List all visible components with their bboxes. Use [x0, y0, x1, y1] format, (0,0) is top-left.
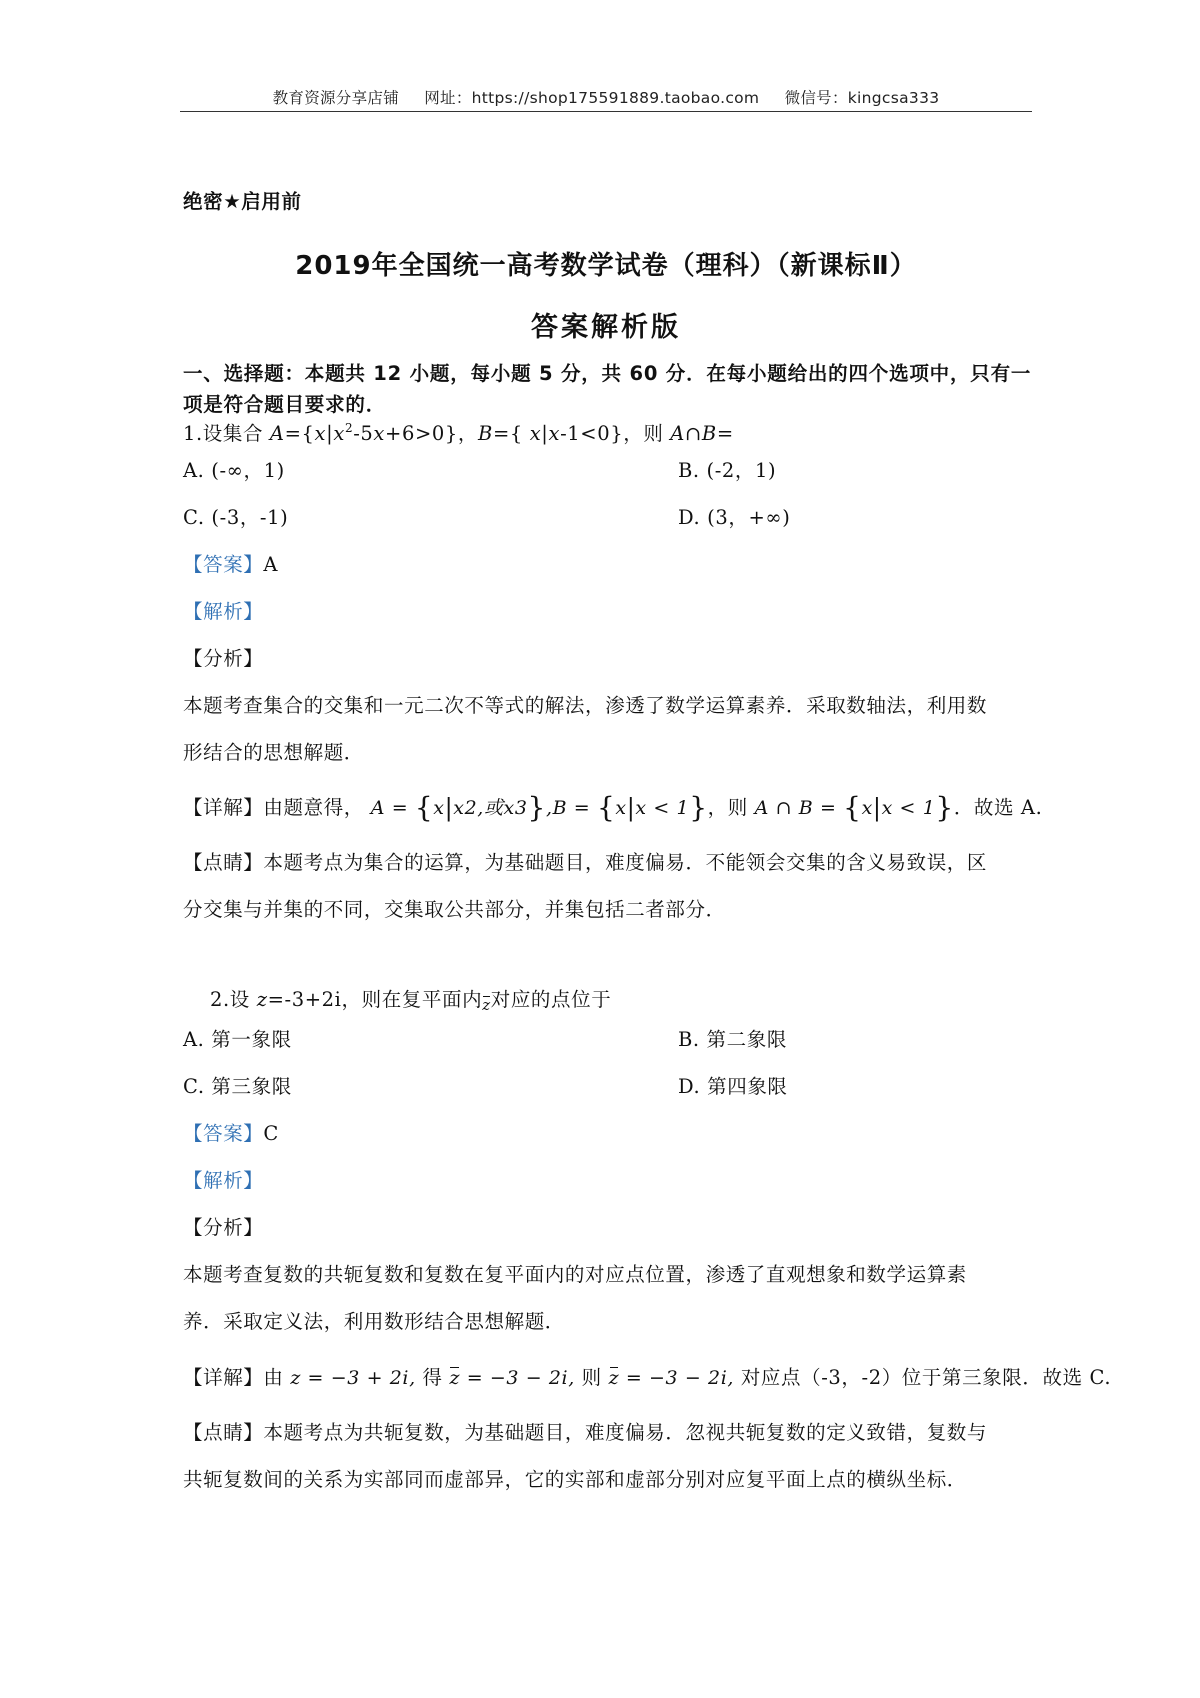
q1-var-x: x [548, 422, 561, 445]
section-heading-line2: 项是符合题目要求的． [183, 393, 387, 416]
q2-stem-text: 对应的点位于 [490, 988, 612, 1011]
q1-note-line1 [183, 853, 1028, 873]
q1-stem-text: -5 [353, 422, 374, 445]
q1-var-b: B [701, 422, 717, 445]
analysis-tag: 【解析】 [183, 600, 264, 623]
q1-exponent: 2 [344, 421, 354, 435]
detail-text: ．故选 A. [953, 796, 1043, 819]
detail-text: 得 [415, 1366, 450, 1389]
note-text: 本题考点为集合的运算，为基础题目，难度偏易．不能领会交集的含义易致误，区 [263, 851, 988, 874]
fenxi-tag: 【分析】 [183, 647, 264, 670]
detail-tag: 【详解】 [183, 796, 264, 819]
q2-stem-text: 2.设 [210, 988, 257, 1011]
page-title: 2019年全国统一高考数学试卷（理科）（新课标Ⅱ） [295, 251, 917, 281]
math-expr: A = [370, 797, 415, 819]
note-tag: 【点睛】 [183, 851, 264, 874]
header-divider [180, 111, 1032, 112]
q1-var-b: B [478, 422, 493, 445]
q1-fenxi-line2: 形结合的思想解题． [183, 741, 364, 764]
detail-text: 则 [574, 1366, 609, 1389]
math-expr: A ∩ B = [754, 797, 844, 819]
wechat-id: 微信号：kingcsa333 [784, 89, 940, 107]
math-brace: } [527, 791, 546, 824]
math-cond: x < 1 [635, 797, 690, 819]
page-subtitle: 答案解析版 [531, 312, 681, 343]
math-brace: } [689, 791, 708, 824]
detail-text: 由 [263, 1366, 291, 1389]
q2-option-a: A. 第一象限 [183, 1028, 292, 1051]
q1-stem-text: | [326, 422, 334, 445]
q1-var-x: x [373, 422, 385, 445]
math-expr: = −3 − 2i, [619, 1367, 735, 1389]
math-brace: } [935, 791, 954, 824]
math-expr: ,B = [545, 797, 597, 819]
answer-tag: 【答案】 [183, 553, 264, 576]
q1-option-b: B. (-2，1) [678, 459, 777, 482]
math-expr: = −3 − 2i, [460, 1367, 575, 1389]
q2-stem [210, 990, 1055, 1013]
q1-fenxi-line1: 本题考查集合的交集和一元二次不等式的解法，渗透了数学运算素养．采取数轴法，利用数 [183, 694, 988, 717]
math-brace: { [596, 791, 616, 824]
note-tag: 【点睛】 [183, 1421, 264, 1444]
fenxi-tag: 【分析】 [183, 1216, 264, 1239]
q2-var-zbar: z [482, 996, 491, 1014]
secret-label: 绝密★启用前 [183, 190, 302, 213]
shop-name: 教育资源分享店铺 [272, 89, 399, 107]
math-var: x [861, 797, 873, 819]
q2-note-line2: 共轭复数间的关系为实部同而虚部异，它的实部和虚部分别对应复平面上点的横纵坐标． [183, 1468, 967, 1491]
detail-text: 由题意得， [263, 796, 364, 819]
q2-option-d: D. 第四象限 [678, 1075, 788, 1098]
answer-value: C [263, 1122, 279, 1145]
math-cond: x < 1 [881, 797, 936, 819]
note-text: 本题考点为共轭复数，为基础题目，难度偏易．忽视共轭复数的定义致错，复数与 [263, 1421, 988, 1444]
detail-tag: 【详解】 [183, 1366, 264, 1389]
q1-answer [183, 555, 1028, 575]
q1-note-line2: 分交集与并集的不同，交集取公共部分，并集包括二者部分． [183, 898, 726, 921]
q1-stem-text: +6>0}， [385, 422, 478, 445]
shop-url[interactable]: 网址：https://shop175591889.taobao.com [424, 89, 760, 107]
q1-var-x: x [314, 422, 327, 445]
q1-stem-text: -1<0}，则 [560, 422, 671, 445]
q1-stem-text: ={ [492, 422, 530, 445]
math-bar: | [872, 794, 882, 822]
math-zbar: z [608, 1367, 620, 1389]
math-var: x [615, 797, 627, 819]
section-heading-line1: 一、选择题：本题共 12 小题，每小题 5 分，共 60 分．在每小题给出的四个选项中，只有一 [183, 362, 1032, 385]
q1-var-x: x [333, 422, 345, 445]
q2-option-c: C. 第三象限 [183, 1075, 292, 1098]
q2-fenxi-line1: 本题考查复数的共轭复数和复数在复平面内的对应点位置，渗透了直观想象和数学运算素 [183, 1263, 967, 1286]
q2-stem-text: =-3+2i，则在复平面内 [267, 988, 483, 1011]
q1-option-a: A. (-∞，1) [183, 459, 285, 482]
math-brace: { [414, 791, 434, 824]
q2-detail [183, 1366, 1112, 1389]
answer-value: A [263, 553, 279, 576]
detail-text: ，则 [707, 796, 755, 819]
math-bar: | [444, 794, 454, 822]
q1-stem-text: 1.设集合 [183, 422, 270, 445]
q1-stem [183, 422, 1028, 444]
q2-option-b: B. 第二象限 [678, 1028, 787, 1051]
q1-detail [183, 791, 1043, 824]
math-expr: z = −3 + 2i, [290, 1367, 416, 1389]
q1-var-x: x [529, 422, 542, 445]
math-cond: x2,或x3 [453, 797, 528, 819]
detail-text: 对应点（-3，-2）位于第三象限．故选 C. [734, 1366, 1112, 1389]
q2-var-z: z [256, 988, 268, 1011]
math-var: x [433, 797, 445, 819]
q2-note-line1 [183, 1423, 1028, 1443]
q1-option-c: C. (-3，-1) [183, 506, 289, 529]
q2-fenxi-line2: 养．采取定义法，利用数形结合思想解题． [183, 1310, 565, 1333]
q1-stem-text: | [541, 422, 549, 445]
q1-stem-text: ={ [284, 422, 315, 445]
q1-stem-text: ∩ [684, 422, 702, 445]
page-header [180, 86, 1032, 108]
q1-var-a: A [670, 422, 685, 445]
math-zbar: z [449, 1367, 461, 1389]
analysis-tag: 【解析】 [183, 1169, 264, 1192]
answer-tag: 【答案】 [183, 1122, 264, 1145]
q1-option-d: D. (3，+∞) [678, 506, 791, 529]
q1-var-a: A [269, 422, 285, 445]
q2-answer [183, 1124, 1028, 1144]
q1-stem-text: = [716, 422, 734, 445]
math-brace: { [843, 791, 862, 824]
math-bar: | [626, 794, 636, 822]
